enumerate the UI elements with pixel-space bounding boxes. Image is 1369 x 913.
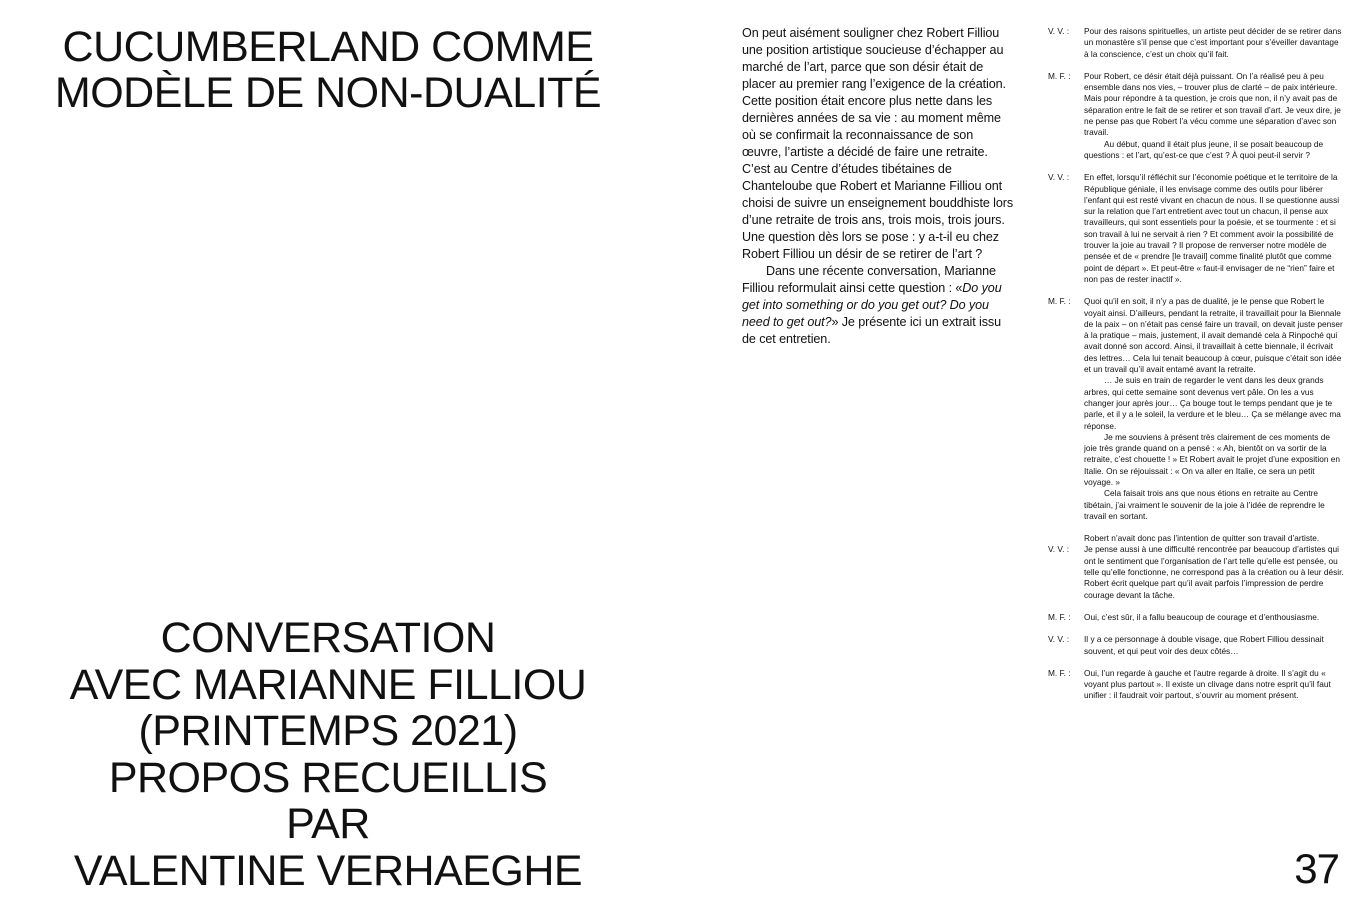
dialogue-text: En effet, lorsqu’il réfléchit sur l’économie poétique et le territoire de la République géniale, il les envisage comme des outils pour libérer l’enfant qui est resté vivant en chacun de nous. Il se questionne aussi sur la relation que l’art entretient avec tout un chacun, il pense aux travailleurs, qui sont essentiels pour la poésie, et se tourmente : et si son travail à lui ne servait à rien ? Et comment avoir la possibilité de trouver la joie au travail ? Il propose de renverser notre modèle de pensée et de « prendre [le travail] comme finalité plutôt que comme point de départ ». Et peut-être « faut-il envisager de ne “rien” faire et non pas de rester inactif ». <box>1084 172 1340 284</box>
intro-paragraph <box>742 263 1014 348</box>
main-title-line: MODÈLE DE NON-DUALITÉ <box>54 69 602 117</box>
dialogue-text: Pour Robert, ce désir était déjà puissant. On l’a réalisé peu à peu ensemble dans nos vies, – trouver plus de clarté – de paix intérieure. Mais pour répondre à ta question, je crois que non, il n’y avait pas de séparation entre le fait de se retirer et son travail d’art. Je veux dire, je ne pense pas que Robert l’a vécu comme une séparation d’avec son travail. <box>1084 70 1341 138</box>
dialogue-text: Quoi qu’il en soit, il n’y a pas de dualité, je le pense que Robert le voyait ainsi. D’ailleurs, pendant la retraite, il travaillait pour la Biennale de la paix – on n’était pas censé faire un travail, on devait juste penser à la pratique – mais, justement, il avait demandé cela à Rinpoché qui avait donné son accord. Ainsi, il travaillait à cette biennale, il écrivait des lettres… Cela lui tenait beaucoup à cœur, puisque c’était son idée et un travail qu’il avait entamé avant la retraite. <box>1084 296 1343 375</box>
dialogue-text: Robert n’avait donc pas l’intention de quitter son travail d’artiste. <box>1084 533 1320 544</box>
subtitle-line: AVEC MARIANNE FILLIOU <box>69 660 587 709</box>
dialogue-text: Pour des raisons spirituelles, un artiste peut décider de se retirer dans un monastère s’il pense que c’est important pour s’éveiller davantage à la conscience, c’est un choix qu’il fait. <box>1084 26 1342 59</box>
dialogue-column <box>1048 26 1344 713</box>
subtitle-line: CONVERSATION <box>160 614 496 662</box>
dialogue-entry <box>1048 612 1344 623</box>
dialogue-text: Je me souviens à présent très clairement de ces moments de joie très grande quand on a pensé : « Ah, bientôt on va sortir de la retraite, c’est chouette ! » Et Robert avait le projet d’une exposition en Italie. On se réjouissait : « On va aller en Italie, ce sera un petit voyage. » <box>1084 431 1340 487</box>
speaker-label: V. V. : <box>1048 172 1070 183</box>
dialogue-text: Cela faisait trois ans que nous étions en retraite au Centre tibétain, j’ai vraiment le souvenir de la joie à l’idée de reprendre le travail en sortant. <box>1084 488 1325 521</box>
speaker-label: M. F. : <box>1048 667 1071 678</box>
speaker-label: M. F. : <box>1048 296 1071 307</box>
intro-column <box>742 25 1014 348</box>
dialogue-entry <box>1048 668 1344 702</box>
intro-paragraph: On peut aisément souligner chez Robert Filliou une position artistique soucieuse d’échapper au marché de l’art, parce que son désir était de placer au premier rang l’exigence de la création. Cette position était encore plus nette dans les dernières années de sa vie : au moment même où se confirmait la reconnaissance de son œuvre, l’artiste a décidé de faire une retraite. C’est au Centre d’études tibétaines de Chanteloube que Robert et Marianne Filliou ont choisi de suivre un enseignement bouddhiste lors d’une retraite de trois ans, trois mois, trois jours. Une question dès lors se pose : y a-t-il eu chez Robert Filliou un désir de se retirer de l’art ? <box>742 26 1014 261</box>
dialogue-entry <box>1048 634 1344 657</box>
intro-quote: Do you get into something or do you get out? Do you need to get out? <box>742 281 1002 329</box>
dialogue-text: Oui, l’un regarde à gauche et l’autre regarde à droite. Il s’agit du « voyant plus partout ». Il existe un clivage dans notre esprit qu’il faut unifier : il faudrait voir partout, s’ouvrir au moment présent. <box>1084 667 1331 701</box>
dialogue-text: … Je suis en train de regarder le vent dans les deux grands arbres, qui cette semaine sont devenus vert pâle. On les a vus changer jour après jour… Ça bouge tout le temps pendant que je te parle, et il y a le soleil, la verdure et le bleu… Ça se mélange avec ma réponse. <box>1084 375 1341 431</box>
subtitle-line: VALENTINE VERHAEGHE <box>73 846 583 895</box>
dialogue-entry <box>1048 26 1344 60</box>
main-title-line: CUCUMBERLAND COMME <box>62 23 594 71</box>
dialogue-entry <box>1048 296 1344 522</box>
dialogue-text: Il y a ce personnage à double visage, que Robert Filliou dessinait souvent, et qui peut voir des deux côtés… <box>1084 634 1324 656</box>
speaker-label: M. F. : <box>1048 70 1071 81</box>
speaker-label: M. F. : <box>1048 611 1071 622</box>
subtitle-line: PROPOS RECUEILLIS <box>108 753 548 802</box>
subtitle-line: (PRINTEMPS 2021) <box>138 707 518 755</box>
subtitle-line: PAR <box>286 800 370 848</box>
dialogue-text <box>1048 544 1344 600</box>
dialogue-text: Au début, quand il était plus jeune, il se posait beaucoup de questions : et l’art, qu’est-ce que c’est ? À quoi peut-il servir ? <box>1084 138 1324 160</box>
page-number: 37 <box>1294 845 1339 892</box>
dialogue-entry <box>1048 172 1344 285</box>
intro-text: » Je présente ici un extrait issu de cet entretien. <box>742 315 1002 346</box>
main-title <box>28 24 628 116</box>
intro-text: Dans une récente conversation, Marianne Filliou reformulait ainsi cette question : « <box>742 264 996 295</box>
dialogue-text-body: Je pense aussi à une difficulté rencontrée par beaucoup d’artistes qui ont le sentiment que l’organisation de l’art telle qu’elle est pensée, ou telle qu’elle fonctionne, ne correspond pas à la création ou à leur désir. Robert écrit quelque part qu’il avait parfois l’impression de perdre courage devant la tâche. <box>1084 544 1344 600</box>
dialogue-text: Oui, c’est sûr, il a fallu beaucoup de courage et d’enthousiasme. <box>1084 611 1320 622</box>
speaker-label: V. V. : <box>1048 544 1070 555</box>
speaker-label: V. V. : <box>1048 26 1070 36</box>
subtitle-block <box>28 615 628 894</box>
dialogue-entry <box>1048 71 1344 161</box>
dialogue-entry <box>1048 533 1344 601</box>
speaker-label: V. V. : <box>1048 634 1070 645</box>
